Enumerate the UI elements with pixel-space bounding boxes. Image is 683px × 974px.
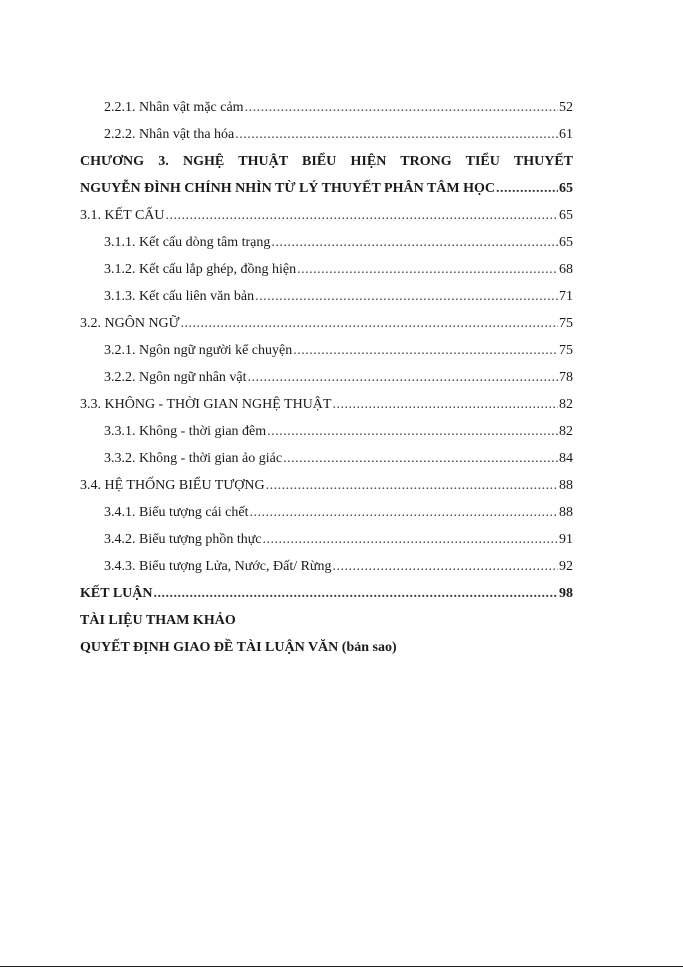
table-of-contents (80, 94, 573, 661)
toc-entry-page: 92 (559, 559, 573, 574)
toc-entry (80, 445, 573, 472)
toc-entry-title: 3.2.1. Ngôn ngữ người kể chuyện (104, 343, 293, 358)
toc-entry-title: 3.3. KHÔNG - THỜI GIAN NGHỆ THUẬT (80, 397, 332, 412)
dot-leader (255, 283, 558, 310)
toc-entry (80, 229, 573, 256)
toc-entry-conclusion (80, 580, 573, 607)
page-bottom-rule (0, 966, 683, 967)
toc-entry-page: 65 (559, 235, 573, 250)
toc-entry (80, 121, 573, 148)
dot-leader (166, 202, 558, 229)
toc-entry-page: 82 (559, 397, 573, 412)
toc-entry-title: 2.2.2. Nhân vật tha hóa (104, 127, 235, 142)
toc-entry-page: 75 (559, 316, 573, 331)
dot-leader (293, 337, 558, 364)
toc-entry (80, 94, 573, 121)
chapter-3-heading-line-1: CHƯƠNG 3. NGHỆ THUẬT BIỂU HIỆN TRONG TIỂU THUYẾT (80, 154, 573, 169)
toc-entry-page: 68 (559, 262, 573, 277)
toc-entry-page: 75 (559, 343, 573, 358)
toc-entry (80, 418, 573, 445)
toc-entry-page: 65 (559, 208, 573, 223)
toc-entry-title: 2.2.1. Nhân vật mặc cảm (104, 100, 244, 115)
toc-entry-title: 3.4.1. Biểu tượng cái chết (104, 505, 249, 520)
toc-entry-page: 98 (559, 586, 573, 601)
dot-leader (271, 229, 558, 256)
toc-entry-page: 84 (559, 451, 573, 466)
toc-entry-title: 3.2. NGÔN NGỮ (80, 316, 180, 331)
toc-entry (80, 364, 573, 391)
toc-entry-page: 71 (559, 289, 573, 304)
toc-entry-title: 3.4.2. Biểu tượng phồn thực (104, 532, 262, 547)
toc-entry (80, 391, 573, 418)
toc-entry-page: 82 (559, 424, 573, 439)
toc-entry-decision (80, 634, 573, 661)
toc-entry-page: 88 (559, 505, 573, 520)
dot-leader (332, 391, 558, 418)
toc-entry-title: KẾT LUẬN (80, 586, 153, 601)
dot-leader (181, 310, 558, 337)
toc-entry (80, 553, 573, 580)
toc-entry-title: 3.1. KẾT CẤU (80, 208, 165, 223)
dot-leader (267, 418, 558, 445)
toc-entry (80, 472, 573, 499)
chapter-3-heading-line-2 (80, 175, 573, 202)
toc-entry-title: 3.1.1. Kết cấu dòng tâm trạng (104, 235, 271, 250)
chapter-3-heading-text: NGUYỄN ĐÌNH CHÍNH NHÌN TỪ LÝ THUYẾT PHÂN TÂM HỌC (80, 181, 495, 196)
toc-entry-title: 3.4.3. Biểu tượng Lửa, Nước, Đất/ Rừng (104, 559, 332, 574)
toc-entry-title: 3.3.2. Không - thời gian ảo giác (104, 451, 283, 466)
dot-leader (153, 580, 558, 607)
dot-leader (263, 526, 558, 553)
toc-entry-page: 52 (559, 100, 573, 115)
toc-entry-title: 3.4. HỆ THỐNG BIỂU TƯỢNG (80, 478, 265, 493)
toc-entry (80, 499, 573, 526)
toc-entry-page: 88 (559, 478, 573, 493)
toc-entry (80, 526, 573, 553)
dot-leader (297, 256, 558, 283)
toc-entry-suffix: (bản sao) (341, 640, 397, 655)
toc-entry-page: 78 (559, 370, 573, 385)
toc-entry (80, 256, 573, 283)
dot-leader (249, 499, 558, 526)
toc-entry-title: 3.1.3. Kết cấu liên văn bản (104, 289, 255, 304)
toc-entry (80, 202, 573, 229)
toc-entry (80, 337, 573, 364)
toc-entry-title: 3.3.1. Không - thời gian đêm (104, 424, 267, 439)
toc-entry (80, 283, 573, 310)
dot-leader (496, 175, 558, 202)
toc-entry-page: 61 (559, 127, 573, 142)
toc-entry-page: 91 (559, 532, 573, 547)
dot-leader (245, 94, 558, 121)
dot-leader (248, 364, 558, 391)
dot-leader (235, 121, 558, 148)
toc-entry-title: 3.2.2. Ngôn ngữ nhân vật (104, 370, 247, 385)
dot-leader (283, 445, 558, 472)
toc-entry-references: TÀI LIỆU THAM KHẢO (80, 613, 236, 628)
dot-leader (333, 553, 558, 580)
toc-entry-title: QUYẾT ĐỊNH GIAO ĐỀ TÀI LUẬN VĂN (80, 640, 339, 655)
dot-leader (266, 472, 558, 499)
toc-entry (80, 310, 573, 337)
chapter-3-page: 65 (559, 181, 573, 196)
toc-entry-title: 3.1.2. Kết cấu lắp ghép, đồng hiện (104, 262, 297, 277)
